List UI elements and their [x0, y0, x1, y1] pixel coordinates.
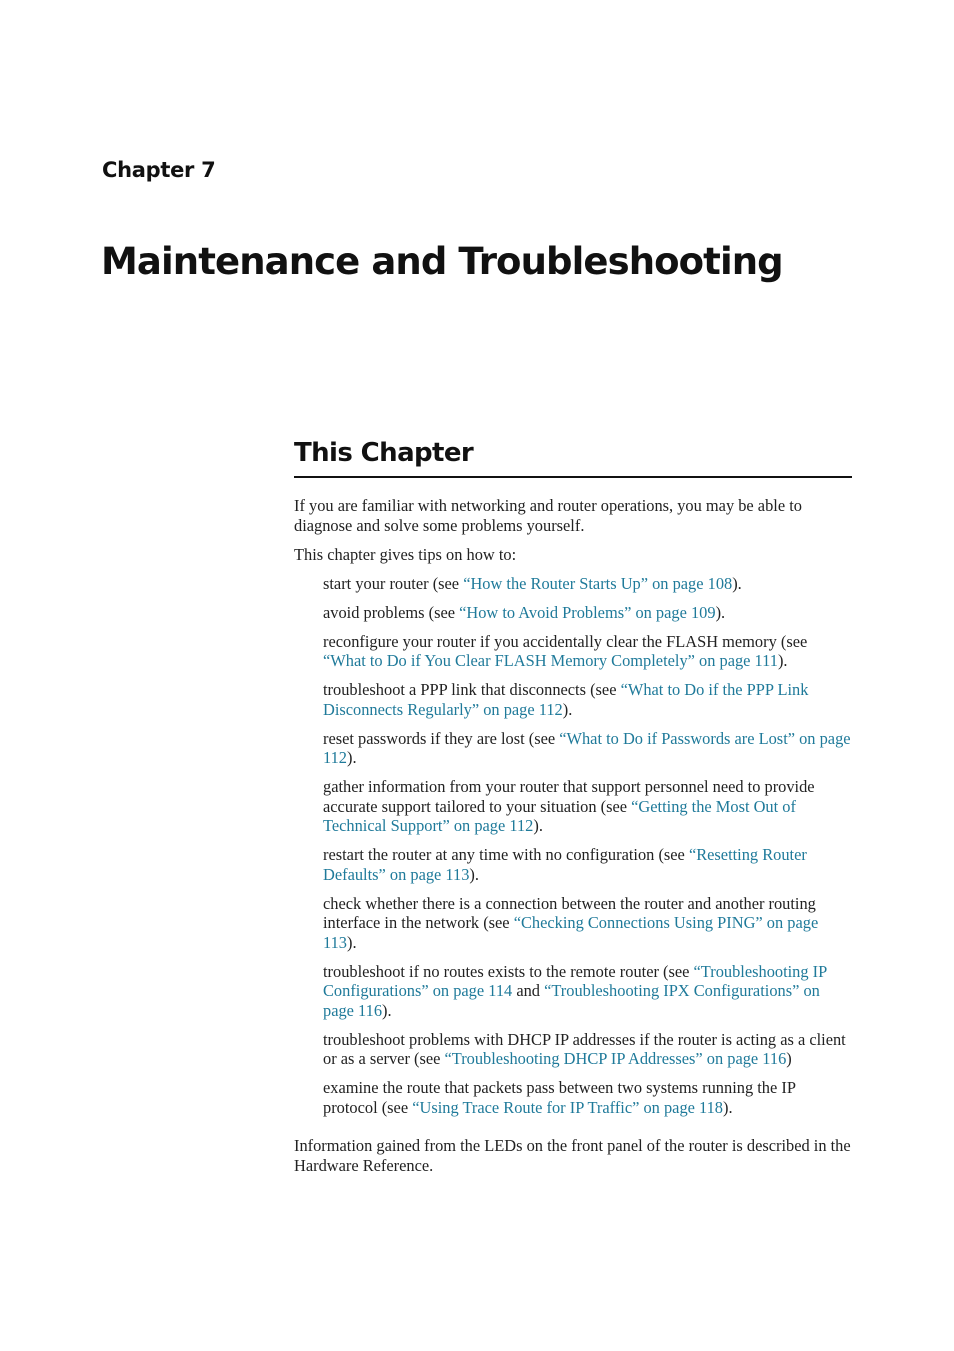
chapter-label: Chapter 7 [102, 158, 216, 182]
tip-item: reconfigure your router if you accidentally clear the FLASH memory (see “What to Do if You Clear FLASH Memory Completely” on page 111). [323, 631, 808, 670]
tip-item: troubleshoot if no routes exists to the remote router (see “Troubleshooting IP Configurations” on page 114 and “Troubleshooting IPX Configurations” on page 116). [323, 961, 827, 1020]
cross-reference-link[interactable]: “Troubleshooting DHCP IP Addresses” on page 116 [444, 1049, 787, 1068]
section-divider [294, 476, 852, 478]
section-title: This Chapter [294, 438, 474, 468]
cross-reference-link[interactable]: “What to Do if the PPP Link Disconnects Regularly” on page 112 [323, 680, 809, 719]
closing-paragraph: Information gained from the LEDs on the front panel of the router is described in the Hardware Reference. [294, 1136, 851, 1175]
tip-item: check whether there is a connection between the router and another routing interface in the network (see “Checking Connections Using PING” on page 113). [323, 893, 819, 952]
cross-reference-link[interactable]: “Getting the Most Out of Technical Support” on page 112 [323, 796, 796, 835]
tips-lead: This chapter gives tips on how to: [294, 544, 517, 564]
cross-reference-link[interactable]: “Resetting Router Defaults” on page 113 [323, 845, 807, 884]
cross-reference-link[interactable]: “Troubleshooting IPX Configurations” on page 116 [323, 981, 820, 1020]
tip-item: avoid problems (see “How to Avoid Problems” on page 109). [323, 602, 726, 622]
tip-item: examine the route that packets pass between two systems running the IP protocol (see “Using Trace Route for IP Traffic” on page 118). [323, 1078, 796, 1117]
cross-reference-link[interactable]: “What to Do if Passwords are Lost” on page 112 [323, 728, 851, 767]
cross-reference-link[interactable]: “What to Do if You Clear FLASH Memory Completely” on page 111 [323, 651, 778, 670]
tip-item: restart the router at any time with no configuration (see “Resetting Router Defaults” on page 113). [323, 845, 807, 884]
section-body [294, 496, 854, 1185]
tip-item: reset passwords if they are lost (see “What to Do if Passwords are Lost” on page 112). [323, 728, 851, 767]
cross-reference-link[interactable]: “How to Avoid Problems” on page 109 [459, 602, 716, 622]
tip-item: start your router (see “How the Router Starts Up” on page 108). [323, 573, 742, 593]
tip-item: troubleshoot problems with DHCP IP addresses if the router is acting as a client or as a server (see “Troubleshooting DHCP IP Addresses” on page 116) [323, 1029, 846, 1068]
intro-paragraph: If you are familiar with networking and router operations, you may be able to diagnose and solve some problems yourself. [294, 496, 802, 535]
tips-list [294, 574, 854, 1118]
cross-reference-link[interactable]: “Checking Connections Using PING” on page 113 [323, 913, 819, 952]
tip-item: gather information from your router that support personnel need to provide accurate support tailored to your situation (see “Getting the Most Out of Technical Support” on page 112). [323, 777, 815, 835]
cross-reference-link[interactable]: “How the Router Starts Up” on page 108 [463, 573, 733, 593]
tip-item: troubleshoot a PPP link that disconnects (see “What to Do if the PPP Link Disconnects Regularly” on page 112). [323, 680, 809, 719]
chapter-title: Maintenance and Troubleshooting [101, 240, 783, 283]
cross-reference-link[interactable]: “Using Trace Route for IP Traffic” on page 118 [412, 1097, 723, 1117]
cross-reference-link[interactable]: “Troubleshooting IP Configurations” on page 114 [323, 961, 827, 1000]
